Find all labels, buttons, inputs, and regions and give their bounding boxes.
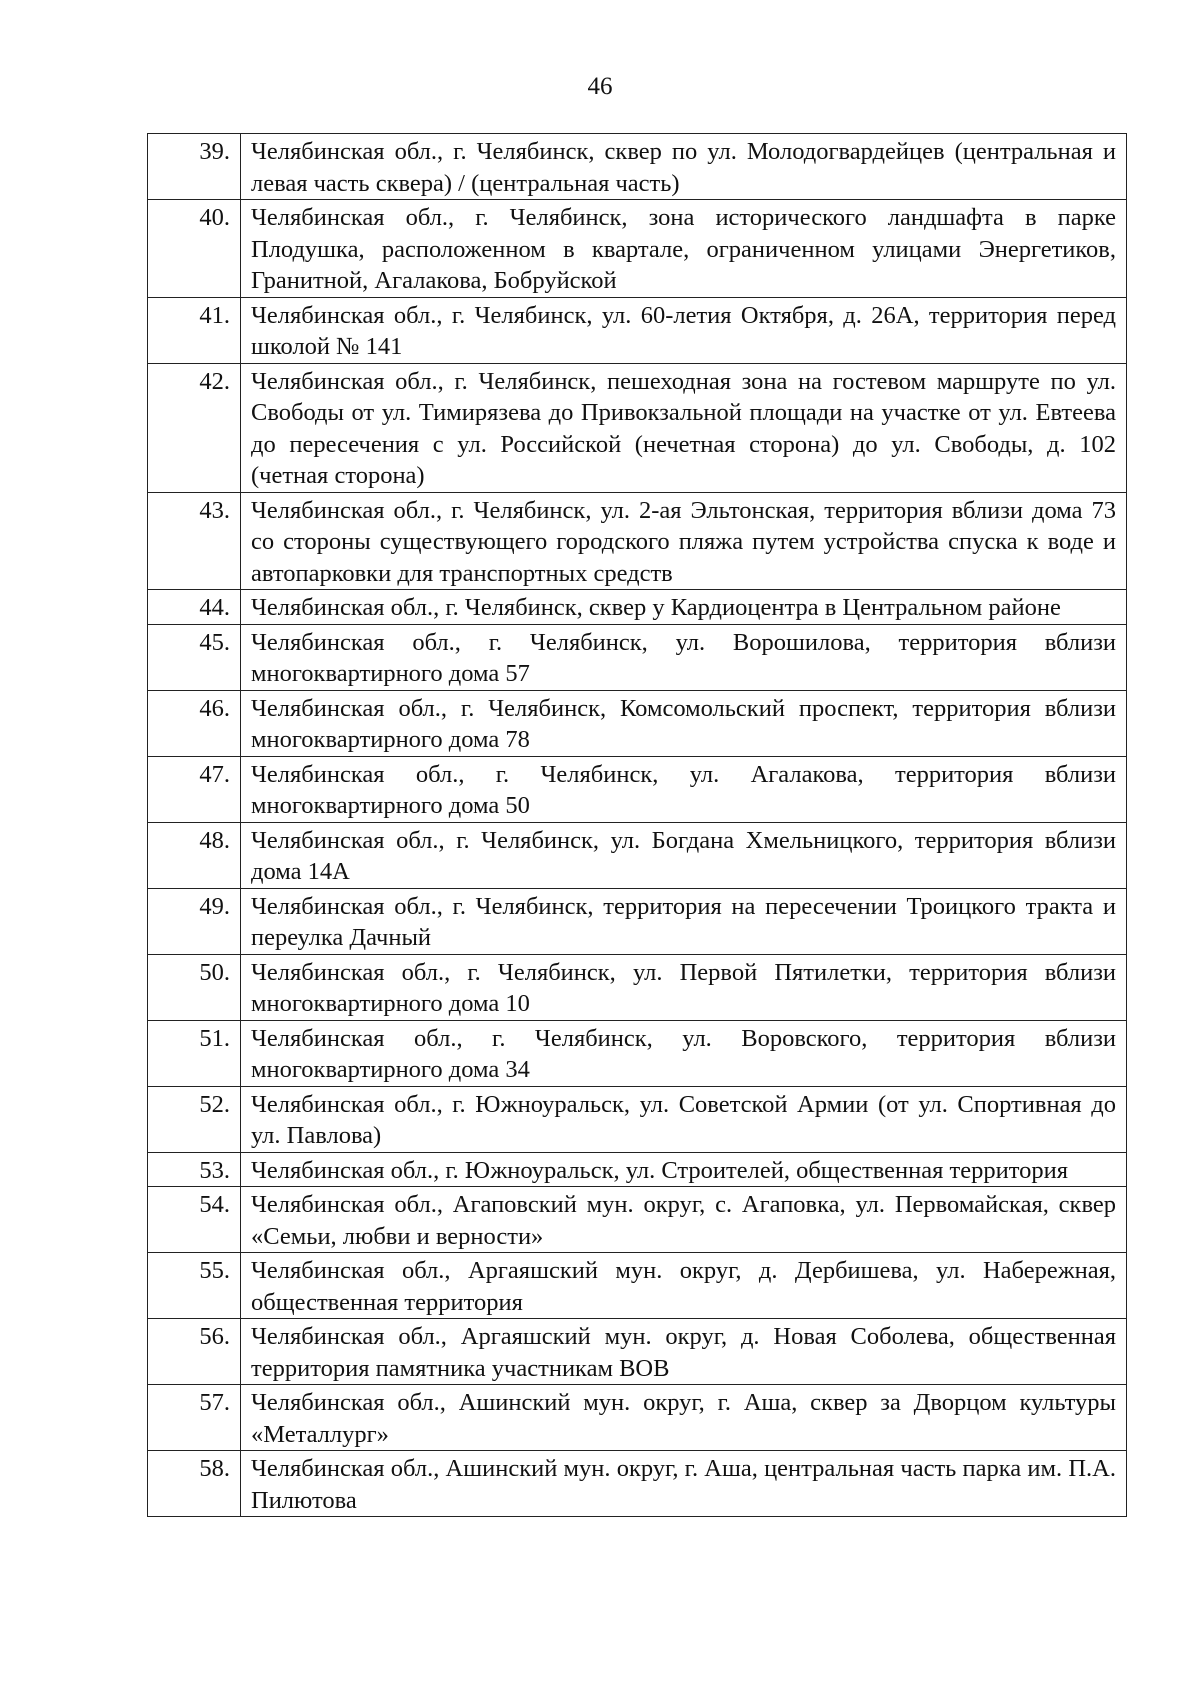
row-address: Челябинская обл., г. Челябинск, Комсомольский проспект, территория вблизи многоквартирного дома 78 — [241, 690, 1127, 756]
table-row — [148, 363, 1127, 492]
row-address: Челябинская обл., г. Челябинск, ул. Ворошилова, территория вблизи многоквартирного дома 57 — [241, 624, 1127, 690]
row-address: Челябинская обл., Ашинский мун. округ, г. Аша, сквер за Дворцом культуры «Металлург» — [241, 1385, 1127, 1451]
row-number: 40. — [148, 200, 241, 298]
table-row — [148, 1385, 1127, 1451]
row-address: Челябинская обл., Ашинский мун. округ, г. Аша, центральная часть парка им. П.А. Пилютова — [241, 1451, 1127, 1517]
row-number: 48. — [148, 822, 241, 888]
row-number: 43. — [148, 492, 241, 590]
table-row — [148, 1253, 1127, 1319]
table-row — [148, 690, 1127, 756]
row-number: 55. — [148, 1253, 241, 1319]
table-row — [148, 954, 1127, 1020]
row-address: Челябинская обл., Агаповский мун. округ, с. Агаповка, ул. Первомайская, сквер «Семьи, любви и верности» — [241, 1187, 1127, 1253]
table-row — [148, 624, 1127, 690]
row-address: Челябинская обл., г. Южноуральск, ул. Строителей, общественная территория — [241, 1152, 1127, 1187]
row-address: Челябинская обл., г. Челябинск, территория на пересечении Троицкого тракта и переулка Дачный — [241, 888, 1127, 954]
table-row — [148, 134, 1127, 200]
table-row — [148, 822, 1127, 888]
row-number: 42. — [148, 363, 241, 492]
row-address: Челябинская обл., Аргаяшский мун. округ, д. Дербишева, ул. Набережная, общественная территория — [241, 1253, 1127, 1319]
table-row — [148, 1086, 1127, 1152]
page-number: 46 — [587, 73, 613, 100]
row-address: Челябинская обл., г. Южноуральск, ул. Советской Армии (от ул. Спортивная до ул. Павлова) — [241, 1086, 1127, 1152]
territory-table — [147, 133, 1127, 1517]
row-number: 56. — [148, 1319, 241, 1385]
row-number: 47. — [148, 756, 241, 822]
row-address: Челябинская обл., г. Челябинск, ул. Агалакова, территория вблизи многоквартирного дома 50 — [241, 756, 1127, 822]
row-number: 44. — [148, 590, 241, 625]
row-address: Челябинская обл., г. Челябинск, ул. Первой Пятилетки, территория вблизи многоквартирного дома 10 — [241, 954, 1127, 1020]
table-row — [148, 756, 1127, 822]
table-row — [148, 200, 1127, 298]
table-row — [148, 1319, 1127, 1385]
table-row — [148, 492, 1127, 590]
row-number: 46. — [148, 690, 241, 756]
table-row — [148, 1187, 1127, 1253]
row-number: 45. — [148, 624, 241, 690]
row-address: Челябинская обл., г. Челябинск, сквер у Кардиоцентра в Центральном районе — [241, 590, 1127, 625]
row-number: 41. — [148, 297, 241, 363]
table-body — [148, 134, 1127, 1517]
table-row — [148, 888, 1127, 954]
row-number: 51. — [148, 1020, 241, 1086]
row-number: 58. — [148, 1451, 241, 1517]
table-row — [148, 297, 1127, 363]
row-number: 52. — [148, 1086, 241, 1152]
table-row — [148, 1451, 1127, 1517]
row-address: Челябинская обл., г. Челябинск, зона исторического ландшафта в парке Плодушка, расположенном в квартале, ограниченном улицами Энергетиков, Гранитной, Агалакова, Бобруйской — [241, 200, 1127, 298]
table-row — [148, 1152, 1127, 1187]
row-number: 53. — [148, 1152, 241, 1187]
row-address: Челябинская обл., г. Челябинск, ул. 2-ая Эльтонская, территория вблизи дома 73 со стороны существующего городского пляжа путем устройства спуска к воде и автопарковки для транспортных средств — [241, 492, 1127, 590]
row-number: 49. — [148, 888, 241, 954]
row-address: Челябинская обл., Аргаяшский мун. округ, д. Новая Соболева, общественная территория памятника участникам ВОВ — [241, 1319, 1127, 1385]
table-row — [148, 590, 1127, 625]
row-number: 54. — [148, 1187, 241, 1253]
row-address: Челябинская обл., г. Челябинск, сквер по ул. Молодогвардейцев (центральная и левая часть сквера) / (центральная часть) — [241, 134, 1127, 200]
row-address: Челябинская обл., г. Челябинск, ул. 60-летия Октября, д. 26А, территория перед школой № 141 — [241, 297, 1127, 363]
row-address: Челябинская обл., г. Челябинск, ул. Богдана Хмельницкого, территория вблизи дома 14А — [241, 822, 1127, 888]
row-number: 39. — [148, 134, 241, 200]
table-row — [148, 1020, 1127, 1086]
row-address: Челябинская обл., г. Челябинск, пешеходная зона на гостевом маршруте по ул. Свободы от ул. Тимирязева до Привокзальной площади на участке от ул. Евтеева до пересечения с ул. Российской (нечетная сторона) до ул. Свободы, д. 102 (четная сторона) — [241, 363, 1127, 492]
row-number: 57. — [148, 1385, 241, 1451]
row-address: Челябинская обл., г. Челябинск, ул. Воровского, территория вблизи многоквартирного дома 34 — [241, 1020, 1127, 1086]
row-number: 50. — [148, 954, 241, 1020]
